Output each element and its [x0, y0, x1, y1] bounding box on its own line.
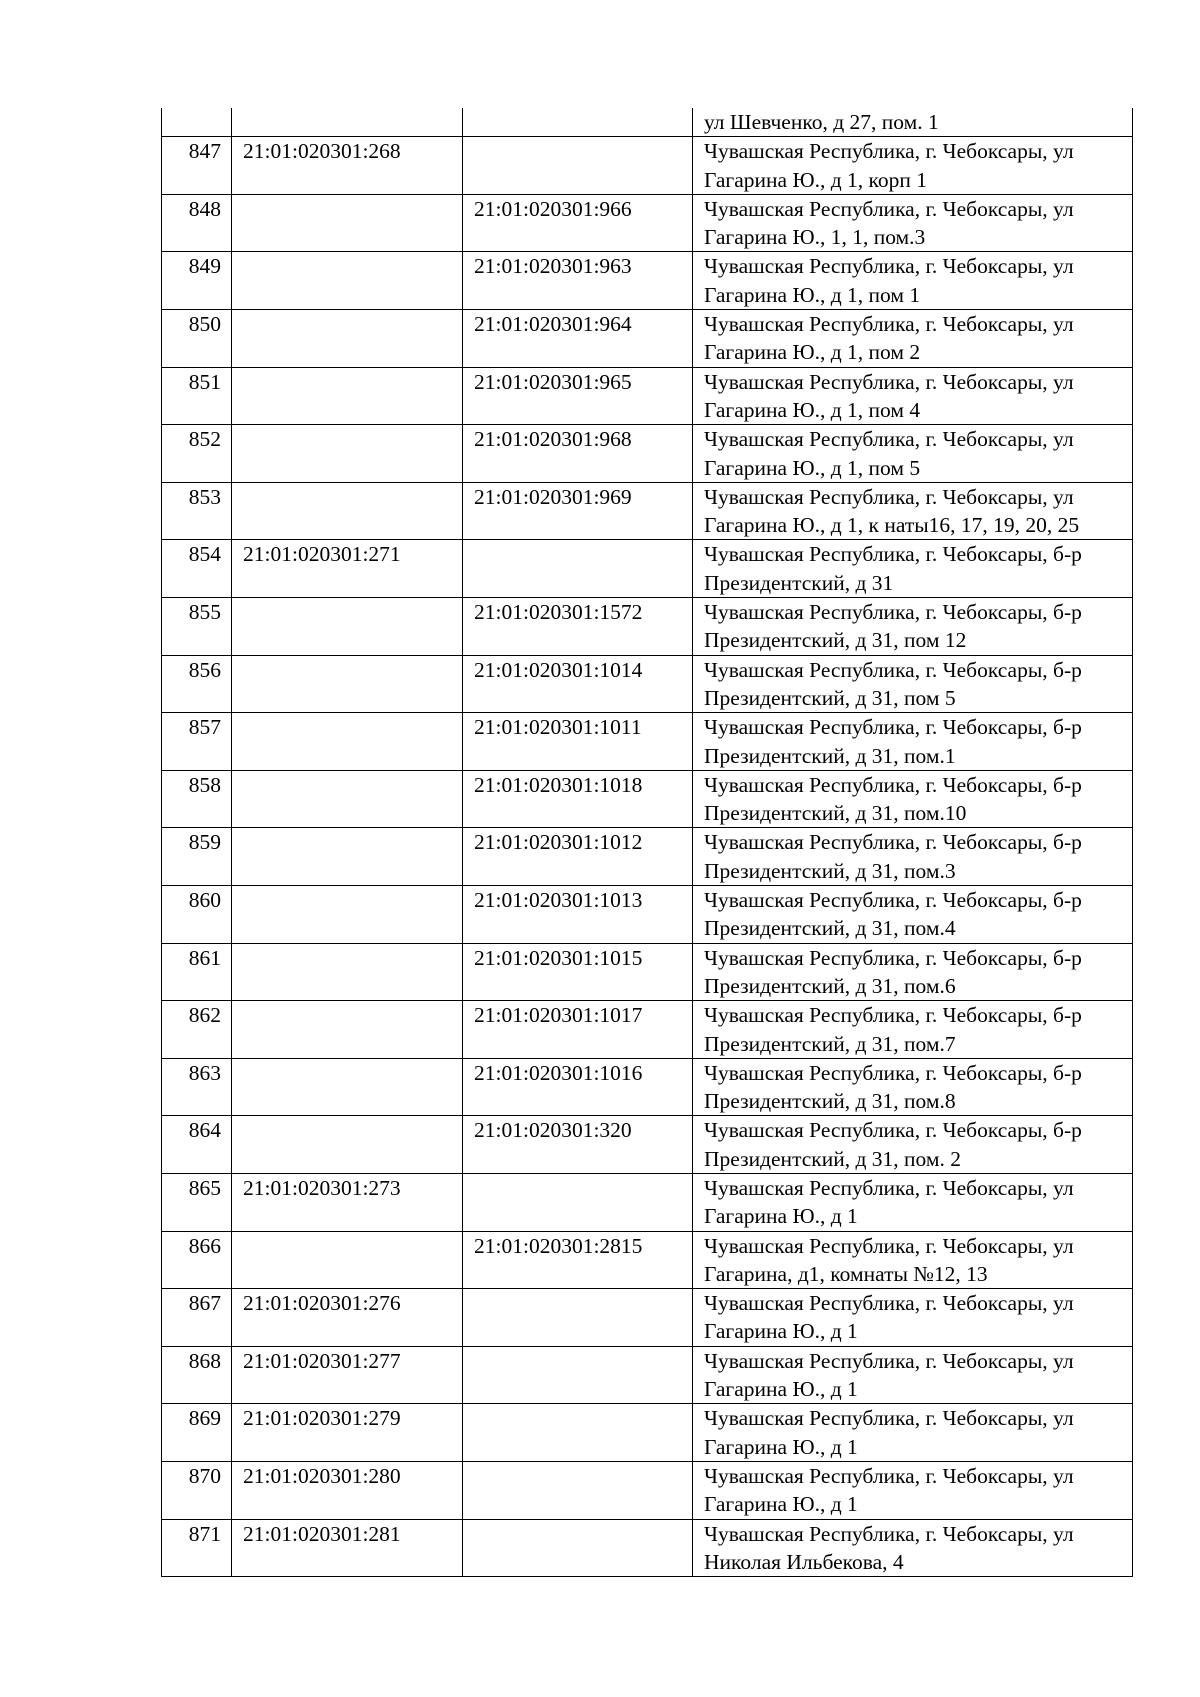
row-number-cell: 852 — [162, 425, 232, 483]
object-cadastral-cell: 21:01:020301:320 — [463, 1116, 693, 1174]
land-cadastral-cell — [232, 425, 463, 483]
object-cadastral-cell — [463, 108, 693, 137]
address-cell: Чувашская Республика, г. Чебоксары, ул Николая Ильбекова, 4 — [693, 1519, 1133, 1577]
address-cell: Чувашская Республика, г. Чебоксары, ул Гагарина Ю., д 1 — [693, 1461, 1133, 1519]
land-cadastral-cell — [232, 655, 463, 713]
table-row — [162, 1231, 1133, 1289]
table-row — [162, 310, 1133, 368]
row-number-cell: 869 — [162, 1404, 232, 1462]
row-number-cell: 866 — [162, 1231, 232, 1289]
table-row — [162, 425, 1133, 483]
table-row — [162, 540, 1133, 598]
registry-table — [161, 108, 1133, 1577]
object-cadastral-cell: 21:01:020301:1016 — [463, 1058, 693, 1116]
land-cadastral-cell — [232, 598, 463, 656]
table-row — [162, 1116, 1133, 1174]
row-number-cell: 851 — [162, 367, 232, 425]
object-cadastral-cell: 21:01:020301:968 — [463, 425, 693, 483]
land-cadastral-cell — [232, 828, 463, 886]
land-cadastral-cell — [232, 252, 463, 310]
table-row — [162, 886, 1133, 944]
land-cadastral-cell: 21:01:020301:281 — [232, 1519, 463, 1577]
address-cell: Чувашская Республика, г. Чебоксары, б-р Президентский, д 31, пом.8 — [693, 1058, 1133, 1116]
address-cell: Чувашская Республика, г. Чебоксары, б-р Президентский, д 31, пом 5 — [693, 655, 1133, 713]
row-number-cell: 847 — [162, 137, 232, 195]
row-number-cell: 861 — [162, 943, 232, 1001]
land-cadastral-cell: 21:01:020301:280 — [232, 1461, 463, 1519]
table-row — [162, 655, 1133, 713]
row-number-cell: 854 — [162, 540, 232, 598]
address-cell: Чувашская Республика, г. Чебоксары, б-р Президентский, д 31, пом.6 — [693, 943, 1133, 1001]
address-cell: Чувашская Республика, г. Чебоксары, ул Гагарина Ю., д 1, пом 4 — [693, 367, 1133, 425]
address-cell: Чувашская Республика, г. Чебоксары, б-р Президентский, д 31, пом.1 — [693, 713, 1133, 771]
address-cell: Чувашская Республика, г. Чебоксары, б-р Президентский, д 31, пом 12 — [693, 598, 1133, 656]
object-cadastral-cell: 21:01:020301:963 — [463, 252, 693, 310]
address-cell: Чувашская Республика, г. Чебоксары, ул Гагарина Ю., д 1 — [693, 1289, 1133, 1347]
land-cadastral-cell — [232, 1001, 463, 1059]
land-cadastral-cell: 21:01:020301:279 — [232, 1404, 463, 1462]
object-cadastral-cell — [463, 1173, 693, 1231]
land-cadastral-cell — [232, 482, 463, 540]
object-cadastral-cell — [463, 1404, 693, 1462]
row-number-cell: 863 — [162, 1058, 232, 1116]
address-cell: Чувашская Республика, г. Чебоксары, б-р Президентский, д 31, пом.10 — [693, 770, 1133, 828]
row-number-cell: 853 — [162, 482, 232, 540]
table-row — [162, 1461, 1133, 1519]
object-cadastral-cell: 21:01:020301:1011 — [463, 713, 693, 771]
row-number-cell — [162, 108, 232, 137]
table-row — [162, 943, 1133, 1001]
table-row — [162, 1173, 1133, 1231]
address-cell: Чувашская Республика, г. Чебоксары, ул Гагарина Ю., д 1 — [693, 1346, 1133, 1404]
table-row — [162, 194, 1133, 252]
land-cadastral-cell: 21:01:020301:268 — [232, 137, 463, 195]
table-row — [162, 1001, 1133, 1059]
land-cadastral-cell — [232, 770, 463, 828]
object-cadastral-cell: 21:01:020301:1014 — [463, 655, 693, 713]
address-cell: Чувашская Республика, г. Чебоксары, б-р Президентский, д 31, пом.4 — [693, 886, 1133, 944]
row-number-cell: 848 — [162, 194, 232, 252]
object-cadastral-cell — [463, 1461, 693, 1519]
table-row — [162, 252, 1133, 310]
table-row — [162, 598, 1133, 656]
address-cell: Чувашская Республика, г. Чебоксары, ул Гагарина Ю., д 1, пом 1 — [693, 252, 1133, 310]
address-cell: Чувашская Республика, г. Чебоксары, ул Гагарина Ю., 1, 1, пом.3 — [693, 194, 1133, 252]
row-number-cell: 856 — [162, 655, 232, 713]
table-row — [162, 1289, 1133, 1347]
address-cell: Чувашская Республика, г. Чебоксары, ул Гагарина Ю., д 1, корп 1 — [693, 137, 1133, 195]
address-cell: Чувашская Республика, г. Чебоксары, ул Гагарина, д1, комнаты №12, 13 — [693, 1231, 1133, 1289]
row-number-cell: 864 — [162, 1116, 232, 1174]
object-cadastral-cell: 21:01:020301:965 — [463, 367, 693, 425]
land-cadastral-cell: 21:01:020301:276 — [232, 1289, 463, 1347]
object-cadastral-cell — [463, 1289, 693, 1347]
object-cadastral-cell: 21:01:020301:1012 — [463, 828, 693, 886]
table-row — [162, 482, 1133, 540]
land-cadastral-cell: 21:01:020301:271 — [232, 540, 463, 598]
row-number-cell: 858 — [162, 770, 232, 828]
table-row — [162, 770, 1133, 828]
row-number-cell: 857 — [162, 713, 232, 771]
address-cell: Чувашская Республика, г. Чебоксары, б-р Президентский, д 31, пом.3 — [693, 828, 1133, 886]
table-row — [162, 828, 1133, 886]
object-cadastral-cell: 21:01:020301:1013 — [463, 886, 693, 944]
land-cadastral-cell — [232, 108, 463, 137]
row-number-cell: 867 — [162, 1289, 232, 1347]
row-number-cell: 862 — [162, 1001, 232, 1059]
table-row — [162, 713, 1133, 771]
object-cadastral-cell — [463, 1519, 693, 1577]
row-number-cell: 849 — [162, 252, 232, 310]
land-cadastral-cell — [232, 1231, 463, 1289]
address-cell: Чувашская Республика, г. Чебоксары, б-р Президентский, д 31 — [693, 540, 1133, 598]
table-row — [162, 1404, 1133, 1462]
address-cell: Чувашская Республика, г. Чебоксары, б-р Президентский, д 31, пом. 2 — [693, 1116, 1133, 1174]
row-number-cell: 855 — [162, 598, 232, 656]
row-number-cell: 850 — [162, 310, 232, 368]
object-cadastral-cell: 21:01:020301:964 — [463, 310, 693, 368]
address-cell: Чувашская Республика, г. Чебоксары, ул Гагарина Ю., д 1, пом 2 — [693, 310, 1133, 368]
object-cadastral-cell — [463, 137, 693, 195]
table-row — [162, 1058, 1133, 1116]
land-cadastral-cell — [232, 194, 463, 252]
address-cell: ул Шевченко, д 27, пом. 1 — [693, 108, 1133, 137]
table-row-continuation — [162, 108, 1133, 137]
registry-table-body — [162, 108, 1133, 1577]
land-cadastral-cell — [232, 367, 463, 425]
land-cadastral-cell — [232, 1058, 463, 1116]
row-number-cell: 859 — [162, 828, 232, 886]
land-cadastral-cell — [232, 713, 463, 771]
land-cadastral-cell — [232, 1116, 463, 1174]
address-cell: Чувашская Республика, г. Чебоксары, ул Гагарина Ю., д 1, к наты16, 17, 19, 20, 25 — [693, 482, 1133, 540]
object-cadastral-cell: 21:01:020301:1018 — [463, 770, 693, 828]
row-number-cell: 865 — [162, 1173, 232, 1231]
table-row — [162, 1346, 1133, 1404]
object-cadastral-cell: 21:01:020301:969 — [463, 482, 693, 540]
row-number-cell: 860 — [162, 886, 232, 944]
table-row — [162, 367, 1133, 425]
address-cell: Чувашская Республика, г. Чебоксары, ул Гагарина Ю., д 1 — [693, 1404, 1133, 1462]
row-number-cell: 871 — [162, 1519, 232, 1577]
object-cadastral-cell: 21:01:020301:1017 — [463, 1001, 693, 1059]
object-cadastral-cell: 21:01:020301:966 — [463, 194, 693, 252]
table-row — [162, 137, 1133, 195]
land-cadastral-cell — [232, 886, 463, 944]
row-number-cell: 868 — [162, 1346, 232, 1404]
object-cadastral-cell: 21:01:020301:2815 — [463, 1231, 693, 1289]
table-row — [162, 1519, 1133, 1577]
row-number-cell: 870 — [162, 1461, 232, 1519]
object-cadastral-cell: 21:01:020301:1572 — [463, 598, 693, 656]
object-cadastral-cell: 21:01:020301:1015 — [463, 943, 693, 1001]
address-cell: Чувашская Республика, г. Чебоксары, ул Гагарина Ю., д 1 — [693, 1173, 1133, 1231]
land-cadastral-cell — [232, 310, 463, 368]
object-cadastral-cell — [463, 1346, 693, 1404]
land-cadastral-cell: 21:01:020301:273 — [232, 1173, 463, 1231]
land-cadastral-cell — [232, 943, 463, 1001]
land-cadastral-cell: 21:01:020301:277 — [232, 1346, 463, 1404]
object-cadastral-cell — [463, 540, 693, 598]
address-cell: Чувашская Республика, г. Чебоксары, б-р Президентский, д 31, пом.7 — [693, 1001, 1133, 1059]
address-cell: Чувашская Республика, г. Чебоксары, ул Гагарина Ю., д 1, пом 5 — [693, 425, 1133, 483]
